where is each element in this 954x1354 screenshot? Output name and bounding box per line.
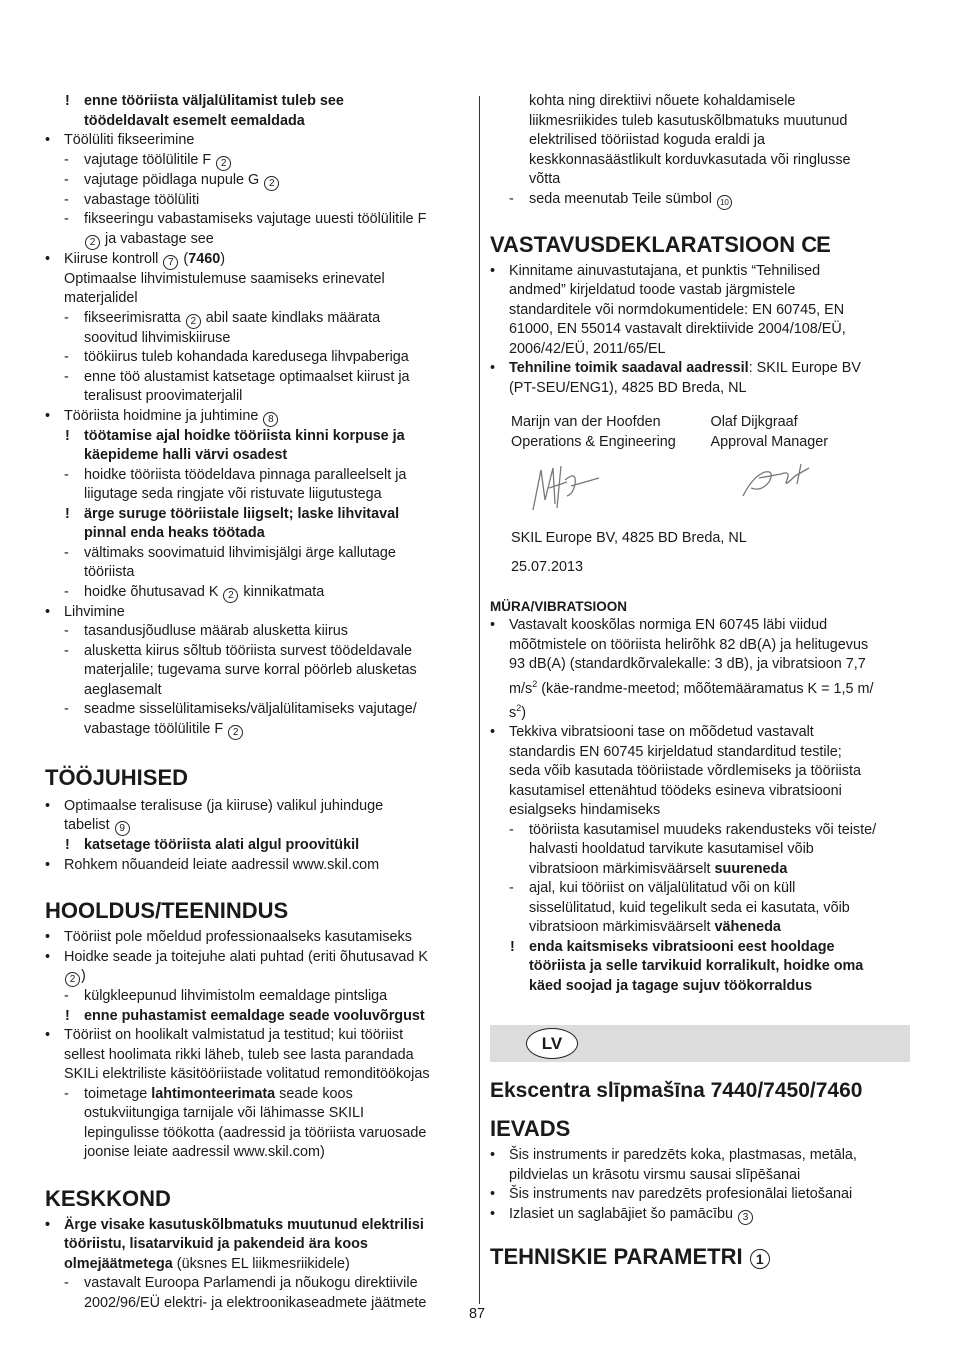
- page-number: 87: [468, 1306, 485, 1322]
- section-heading: VASTAVUSDEKLARATSIOON CE: [490, 231, 830, 257]
- list-item: • Töölüliti fikseerimine: [45, 132, 195, 148]
- ref-number-icon: 2: [216, 156, 231, 171]
- right-column: kohta ning direktiivi nõuete kohaldamisele liikmesriikides tuleb kasutuskõlbmatuks muutunud elektrilised tööriistad koguda eraldi ja keskkonnasäästlikult korduvkasutada või ringlusse võtta - seda meenutab Teile sümbol 10 VASTAVUSDEKLARATSIOON CE • Kinnitame ainuvastutajana, et punktis “Tehnilised andmed” kirjeldatud toode vastab järgmistele standarditele või normdokumentidele: EN 60745, EN 61000, EN 55014 vastavalt direktiivide 2004/108/EÜ, 2006/42/EÜ, 2011/65/EL • Tehniline toimik saadaval aadressil: SKIL Europe BV (PT-SEU/ENG1), 4825 BD Breda, NL Marijn van der Hoofden Olaf Dijkgraaf Operations & Engineering Approval Manager SKIL Europe BV, 4825 BD Breda, NL 25.07.2013 MÜRA/VIBRATSIOON • Vastavalt kooskõlas normiga EN 60745 läbi viidud mõõtmistele on tööriista helirõhk 82 dB(A) ja helitugevus 93 dB(A) (standardkõrvalekalle: 3 dB), ja vibratsioon 7,7 $m/s^2$ (käe-randme-meetod; mõõtemääramatus K = 1,5 m/ $s^2$) • Tekkiva vibratsiooni tase on mõõdetud vastavalt standardis EN 60745 kirjeldatud standarditud testile; seda võib kasutada tööriistade võrdlemiseks ja tööriista kasutamisel ettenähtud töödeks esineva vibratsiooni esialgseks hindamiseks - tööriista kasutamisel muudeks rakendusteks või teiste/ halvasti hooldatud tarvikute kasutamisel võib vibratsioon märkimisväärselt suureneda - ajal, kui tööriist on väljalülitatud või on küll sisselülitatud, kuid tegelikult seda ei kasutata, võib vibratsioon märkimisväärselt väheneda ! enda kaitsmiseks vibratsiooni eest hooldage tööriista ja selle tarvikuid korralikult, hoidke oma käed soojad ja tagage sujuv töökorraldus LV Ekscentra slīpmašīna 7440/7450/7460 IEVADS • Šis instruments ir paredzēts koka, plastmasas, metāla, pildvielas un krāsotu virsmu sausai slīpēšanai • Šis instruments nav paredzēts profesionālai lietošanai • Izlasiet un saglabājiet šo pamācību 3 TEHNISKIE PARAMETRI 1: [490, 92, 910, 1270]
- signature-image: [739, 458, 815, 502]
- warning-line: ! töötamise ajal hoidke tööriista kinni korpuse ja: [65, 427, 405, 444]
- list-item: • Optimaalse teralisuse (ja kiiruse) valikul juhinduge: [45, 797, 384, 814]
- list-item: • Šis instruments nav paredzēts profesionālai lietošanai: [490, 1186, 853, 1203]
- list-item: • Tekkiva vibratsiooni tase on mõõdetud vastavalt: [490, 724, 814, 741]
- list-item: • Kiiruse kontroll 7 (7460): [45, 250, 225, 268]
- language-badge: LV: [526, 1028, 578, 1059]
- list-item: • Šis instruments ir paredzēts koka, plastmasas, metāla,: [490, 1147, 857, 1164]
- ref-number-icon: 1: [750, 1249, 770, 1269]
- list-item: • Ärge visake kasutuskõlbmatuks muutunud elektrilisi: [45, 1216, 424, 1233]
- ref-number-icon: 2: [228, 725, 243, 740]
- warning-line: ! enda kaitsmiseks vibratsiooni eest hooldage: [510, 938, 835, 955]
- list-item: • Tehniline toimik saadaval aadressil: SKIL Europe BV: [490, 360, 861, 376]
- section-heading: TÖÖJUHISED: [45, 764, 189, 790]
- ref-number-icon: 2: [186, 314, 201, 329]
- ref-number-icon: 3: [738, 1210, 753, 1225]
- left-column: ! enne tööriista väljalülitamist tuleb see töödeldavalt esemelt eemaldada • Töölüliti fikseerimine - vajutage töölülitile F 2 - vajutage pöidlaga nupule G 2 - vabastage töölüliti - fikseeringu vabastamiseks vajutage uuesti töölülitile F 2 ja vabastage see • Kiiruse kontroll 7 (7460) Optimaalse lihvimistulemuse saamiseks erinevatel materjalidel - fikseerimisratta 2 abil saate kindlaks määrata soovitud lihvimiskiiruse - töökiirus tuleb kohandada karedusega lihvpaberiga - enne töö alustamist katsetage optimaalset kiirust ja teralisust proovimaterjalil • Tööriista hoidmine ja juhtimine 8 ! töötamise ajal hoidke tööriista kinni korpuse ja käepideme halli värvi osadest - hoidke tööriista töödeldava pinnaga paralleelselt ja liigutage seda ringjate või ristuvate liigutustega ! ärge suruge tööriistale liigselt; laske lihvitaval pinnal enda heaks töötada - vältimaks soovimatuid lihvimisjälgi ärge kallutage tööriista - hoidke õhutusavad K 2 kinnikatmata • Lihvimine - tasandusjõudluse määrab alusketta kiirus - alusketta kiirus sõltub tööriista survest töödeldavale materjalile; tugevama surve korral pöörleb alusketas aeglasemalt - seadme sisselülitamiseks/väljalülitamiseks vajutage/ vabastage töölülitile F 2 TÖÖJUHISED • Optimaalse teralisuse (ja kiiruse) valikul juhinduge tabelist 9 ! katsetage tööriista alati algul proovitükil • Rohkem nõuandeid leiate aadressil www.skil.com HOOLDUS/TEENINDUS • Tööriist pole mõeldud professionaalseks kasutamiseks • Hoidke seade ja toitejuhe alati puhtad (eriti õhutusavad K 2 ) - külgkleepunud lihvimistolm eemaldage pintsliga ! enne puhastamist eemaldage seade vooluvõrgust • Tööriist on hoolikalt valmistatud ja testitud; kui tööriist sellest hoolimata rikki läheb, tuleb see lasta parandada SKILi elektriliste käsitööriistade volitatud remonditöökojas - toimetage lahtimonteerimata seade koos ostukviitungiga tarnijale või lähimasse SKILI lepingulisse töökotta (aadressid ja tööriista varuosade joonise leiate aadressil www.skil.com) KESKKOND • Ärge visake kasutuskõlbmatuks muutunud elektrilisi tööriistu, lisatarvikuid ja pakendeid ära koos olmejäätmetega (üksnes EL liikmesriikidele) - vastavalt Euroopa Parlamendi ja nõukogu direktiivile 2002/96/EÜ elektri- ja elektroonikaseadmete jäätmete: [45, 92, 470, 1313]
- language-bar: [490, 1025, 910, 1062]
- section-heading: MÜRA/VIBRATSIOON: [490, 599, 627, 614]
- warning-line: ! ärge suruge tööriistale liigselt; laske lihvitaval: [65, 505, 400, 522]
- product-title: Ekscentra slīpmašīna 7440/7450/7460: [490, 1079, 863, 1103]
- list-item: • Tööriist pole mõeldud professionaalseks kasutamiseks: [45, 929, 412, 945]
- ref-number-icon: 2: [65, 972, 80, 987]
- ce-mark-icon: CE: [801, 231, 830, 257]
- section-heading: TEHNISKIE PARAMETRI 1: [490, 1244, 910, 1270]
- list-item: • Tööriista hoidmine ja juhtimine 8: [45, 407, 470, 427]
- warning-line: ! katsetage tööriista alati algul proovitükil: [65, 837, 360, 853]
- ref-number-icon: 10: [717, 195, 732, 210]
- list-item: • Rohkem nõuandeid leiate aadressil www.skil.com: [45, 856, 380, 873]
- list-item: • Lihvimine: [45, 603, 125, 620]
- signature-block: Marijn van der Hoofden Olaf Dijkgraaf Operations & Engineering Approval Manager SKIL Europe BV, 4825 BD Breda, NL 25.07.2013: [511, 414, 829, 575]
- section-heading: HOOLDUS/TEENINDUS: [45, 898, 289, 923]
- ref-number-icon: 2: [264, 176, 279, 191]
- list-item: • Kinnitame ainuvastutajana, et punktis “Tehnilised: [490, 262, 821, 279]
- ref-number-icon: 2: [223, 588, 238, 603]
- ref-number-icon: 2: [85, 235, 100, 250]
- ref-number-icon: 7: [163, 255, 178, 270]
- warning-line: ! enne puhastamist eemaldage seade vooluvõrgust: [65, 1007, 425, 1024]
- list-item: • Izlasiet un saglabājiet šo pamācību 3: [490, 1205, 910, 1225]
- list-item: • Tööriist on hoolikalt valmistatud ja testitud; kui tööriist: [45, 1027, 404, 1043]
- warning-line: ! enne tööriista väljalülitamist tuleb see: [65, 93, 344, 109]
- list-item: • Vastavalt kooskõlas normiga EN 60745 läbi viidud: [490, 617, 828, 633]
- list-item: • Hoidke seade ja toitejuhe alati puhtad (eriti õhutusavad K: [45, 948, 429, 965]
- ref-number-icon: 8: [263, 412, 278, 427]
- section-heading: KESKKOND: [45, 1185, 171, 1211]
- ref-number-icon: 9: [115, 821, 130, 836]
- signature-image: [527, 460, 603, 516]
- column-divider: [479, 96, 480, 1304]
- section-heading: IEVADS: [490, 1116, 571, 1142]
